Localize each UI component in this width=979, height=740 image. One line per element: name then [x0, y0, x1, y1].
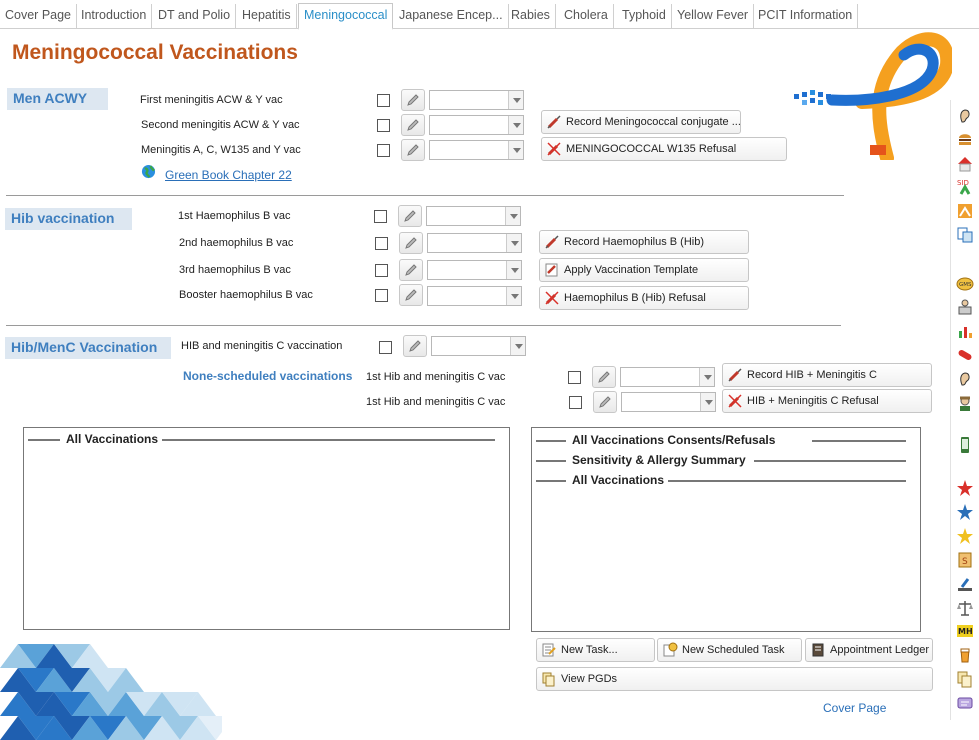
second-haemophilus-label: 2nd haemophilus B vac [179, 237, 294, 249]
svg-text:SID: SID [957, 179, 969, 187]
meningococcal-w135-refusal-label: MENINGOCOCCAL W135 Refusal [566, 143, 737, 155]
cover-page-link[interactable]: Cover Page [823, 701, 887, 715]
syringe-icon [727, 367, 743, 383]
burger-icon[interactable] [956, 130, 974, 148]
sensitivity-allergy-title: Sensitivity & Allergy Summary [568, 453, 750, 467]
tab-rabies[interactable]: Rabies [506, 4, 556, 28]
second-meningitis-acwy-edit-button[interactable] [401, 114, 425, 136]
divider [754, 460, 906, 462]
pencil-icon [404, 288, 418, 302]
haemophilus-refusal-button[interactable] [539, 286, 749, 310]
apply-vaccination-template-label: Apply Vaccination Template [564, 264, 699, 276]
none-scheduled-heading: None-scheduled vaccinations [183, 369, 353, 383]
microscope-icon[interactable] [956, 575, 974, 593]
gms-icon[interactable] [956, 275, 974, 293]
pencil-icon [408, 339, 422, 353]
tab-pcit-information[interactable]: PCIT Information [753, 4, 858, 28]
second-meningitis-acwy-label: Second meningitis ACW & Y vac [141, 119, 300, 131]
scheduled-task-icon [662, 642, 678, 658]
pill-icon[interactable] [956, 346, 974, 364]
chart-icon[interactable] [956, 322, 974, 340]
consents-refusals-title: All Vaccinations Consents/Refusals [568, 433, 779, 447]
panel-header [536, 473, 906, 487]
chevron-down-icon[interactable] [700, 393, 715, 411]
copy-icon[interactable] [956, 226, 974, 244]
scroll-icon[interactable] [956, 551, 974, 569]
view-pgds-button[interactable] [536, 667, 933, 691]
record-hib-menc-label: Record HIB + Meningitis C [747, 369, 877, 381]
green-book-chapter-link[interactable]: Green Book Chapter 22 [165, 168, 292, 182]
gauge-icon[interactable] [956, 202, 974, 220]
record-meningococcal-conjugate-button[interactable] [541, 110, 741, 134]
syringe-refusal-icon [544, 290, 560, 306]
divider [6, 195, 844, 196]
appointment-ledger-button[interactable] [805, 638, 933, 662]
chat-icon[interactable] [956, 695, 974, 713]
new-scheduled-task-label: New Scheduled Task [682, 644, 785, 656]
phone-icon[interactable] [956, 436, 974, 454]
third-haemophilus-edit-button[interactable] [399, 259, 423, 281]
consents-refusals-panel[interactable] [531, 427, 921, 632]
view-pgds-label: View PGDs [561, 673, 618, 685]
ear-icon[interactable] [956, 107, 974, 125]
third-haemophilus-checkbox[interactable] [375, 264, 388, 277]
tab-bar [0, 0, 979, 29]
tab-dt-polio[interactable]: DT and Polio [153, 4, 236, 28]
task-icon [541, 642, 557, 658]
first-meningitis-acwy-label: First meningitis ACW & Y vac [140, 94, 283, 106]
second-meningitis-acwy-dropdown[interactable] [429, 115, 524, 135]
third-haemophilus-label: 3rd haemophilus B vac [179, 264, 291, 276]
ns-hib-menc-1-checkbox[interactable] [568, 371, 581, 384]
all-vaccinations-panel[interactable] [23, 427, 510, 630]
first-haemophilus-checkbox[interactable] [374, 210, 387, 223]
ear-icon-2[interactable] [956, 370, 974, 388]
meningitis-acwy-edit-button[interactable] [401, 139, 425, 161]
hib-menc-refusal-button[interactable] [722, 389, 932, 413]
first-meningitis-acwy-dropdown[interactable] [429, 90, 524, 110]
syringe-refusal-icon [546, 141, 562, 157]
hib-menc-heading: Hib/MenC Vaccination [5, 337, 171, 359]
template-icon [544, 262, 560, 278]
ns-hib-menc-1-edit-button[interactable] [592, 366, 616, 388]
divider [6, 325, 841, 326]
house-icon[interactable] [956, 155, 974, 173]
booster-haemophilus-dropdown[interactable] [427, 286, 522, 306]
first-meningitis-acwy-checkbox[interactable] [377, 94, 390, 107]
record-meningococcal-conjugate-label: Record Meningococcal conjugate ... [566, 116, 741, 128]
booster-haemophilus-edit-button[interactable] [399, 284, 423, 306]
meningitis-acwy-label: Meningitis A, C, W135 and Y vac [141, 144, 301, 156]
documents-icon [541, 671, 557, 687]
chevron-down-icon[interactable] [508, 116, 523, 134]
yellow-star-icon[interactable] [956, 527, 974, 545]
ns-hib-menc-2-label: 1st Hib and meningitis C vac [366, 396, 506, 408]
meningitis-acwy-dropdown[interactable] [429, 140, 524, 160]
tab-hepatitis[interactable]: Hepatitis [237, 4, 297, 28]
record-hib-menc-button[interactable] [722, 363, 932, 387]
divider [668, 480, 906, 482]
pencil-icon [406, 118, 420, 132]
panel-header [536, 453, 906, 467]
chevron-down-icon[interactable] [506, 234, 521, 252]
hib-meningitis-c-label: HIB and meningitis C vaccination [181, 340, 343, 352]
pencil-icon [598, 395, 612, 409]
tab-typhoid[interactable]: Typhoid [617, 4, 672, 28]
first-meningitis-acwy-edit-button[interactable] [401, 89, 425, 111]
blue-star-icon[interactable] [956, 503, 974, 521]
ns-hib-menc-1-label: 1st Hib and meningitis C vac [366, 371, 506, 383]
pencil-icon [404, 263, 418, 277]
hib-menc-refusal-label: HIB + Meningitis C Refusal [747, 395, 879, 407]
second-haemophilus-edit-button[interactable] [399, 232, 423, 254]
pencil-icon [406, 143, 420, 157]
chevron-down-icon[interactable] [506, 287, 521, 305]
svg-text:GMS: GMS [959, 282, 972, 288]
ledger-icon [810, 642, 826, 658]
ns-hib-menc-1-dropdown[interactable] [620, 367, 715, 387]
haemophilus-refusal-label: Haemophilus B (Hib) Refusal [564, 292, 706, 304]
chevron-down-icon[interactable] [505, 207, 520, 225]
tab-cholera[interactable]: Cholera [559, 4, 614, 28]
ns-hib-menc-2-edit-button[interactable] [593, 391, 617, 413]
pencil-icon [406, 93, 420, 107]
booster-haemophilus-label: Booster haemophilus B vac [179, 289, 313, 301]
divider [536, 440, 566, 442]
svg-text:S: S [962, 557, 968, 567]
panel-header [28, 432, 495, 446]
sid-icon[interactable] [956, 178, 974, 196]
chevron-down-icon[interactable] [506, 261, 521, 279]
second-haemophilus-checkbox[interactable] [375, 237, 388, 250]
triangle-pattern-decoration [0, 636, 222, 740]
all-vaccinations-right-title: All Vaccinations [568, 473, 668, 487]
mh-icon[interactable] [956, 622, 974, 640]
appointment-ledger-label: Appointment Ledger [830, 644, 930, 656]
new-scheduled-task-button[interactable] [657, 638, 802, 662]
hib-vaccination-heading: Hib vaccination [5, 208, 132, 230]
meningococcal-w135-refusal-button[interactable] [541, 137, 787, 161]
divider [812, 440, 906, 442]
first-haemophilus-label: 1st Haemophilus B vac [178, 210, 291, 222]
pencil-icon [597, 370, 611, 384]
ribbon-logo [792, 30, 952, 160]
chevron-down-icon[interactable] [508, 91, 523, 109]
chevron-down-icon[interactable] [699, 368, 714, 386]
pencil-icon [403, 209, 417, 223]
syringe-refusal-icon [727, 393, 743, 409]
tab-yellow-fever[interactable]: Yellow Fever [672, 4, 754, 28]
page-title: Meningococcal Vaccinations [12, 41, 298, 64]
pencil-icon [404, 236, 418, 250]
first-haemophilus-dropdown[interactable] [426, 206, 521, 226]
chevron-down-icon[interactable] [510, 337, 525, 355]
svg-text:MH: MH [958, 627, 973, 636]
divider [536, 480, 566, 482]
divider [162, 439, 495, 441]
person-icon[interactable] [956, 394, 974, 412]
all-vaccinations-title: All Vaccinations [62, 432, 162, 446]
new-task-label: New Task... [561, 644, 618, 656]
scales-icon[interactable] [956, 599, 974, 617]
tab-cover-page[interactable]: Cover Page [0, 4, 77, 28]
tab-introduction[interactable]: Introduction [76, 4, 152, 28]
ns-hib-menc-2-checkbox[interactable] [569, 396, 582, 409]
meningitis-acwy-checkbox[interactable] [377, 144, 390, 157]
divider [28, 439, 60, 441]
beer-icon[interactable] [956, 646, 974, 664]
men-acwy-heading: Men ACWY [7, 88, 108, 110]
ns-hib-menc-2-dropdown[interactable] [621, 392, 716, 412]
panel-header [536, 433, 906, 447]
syringe-icon [546, 114, 562, 130]
hib-meningitis-c-dropdown[interactable] [431, 336, 526, 356]
syringe-icon [544, 234, 560, 250]
red-star-icon[interactable] [956, 479, 974, 497]
tab-meningococcal[interactable]: Meningococcal [298, 3, 393, 30]
hib-meningitis-c-checkbox[interactable] [379, 341, 392, 354]
group-icon[interactable] [956, 298, 974, 316]
first-haemophilus-edit-button[interactable] [398, 205, 422, 227]
booster-haemophilus-checkbox[interactable] [375, 289, 388, 302]
documents-icon[interactable] [956, 670, 974, 688]
second-haemophilus-dropdown[interactable] [427, 233, 522, 253]
record-haemophilus-button[interactable] [539, 230, 749, 254]
divider [536, 460, 566, 462]
apply-vaccination-template-button[interactable] [539, 258, 749, 282]
third-haemophilus-dropdown[interactable] [427, 260, 522, 280]
second-meningitis-acwy-checkbox[interactable] [377, 119, 390, 132]
chevron-down-icon[interactable] [508, 141, 523, 159]
hib-meningitis-c-edit-button[interactable] [403, 335, 427, 357]
tab-japanese-encep[interactable]: Japanese Encep... [394, 4, 509, 28]
globe-icon [141, 164, 156, 179]
new-task-button[interactable] [536, 638, 655, 662]
record-haemophilus-label: Record Haemophilus B (Hib) [564, 236, 704, 248]
